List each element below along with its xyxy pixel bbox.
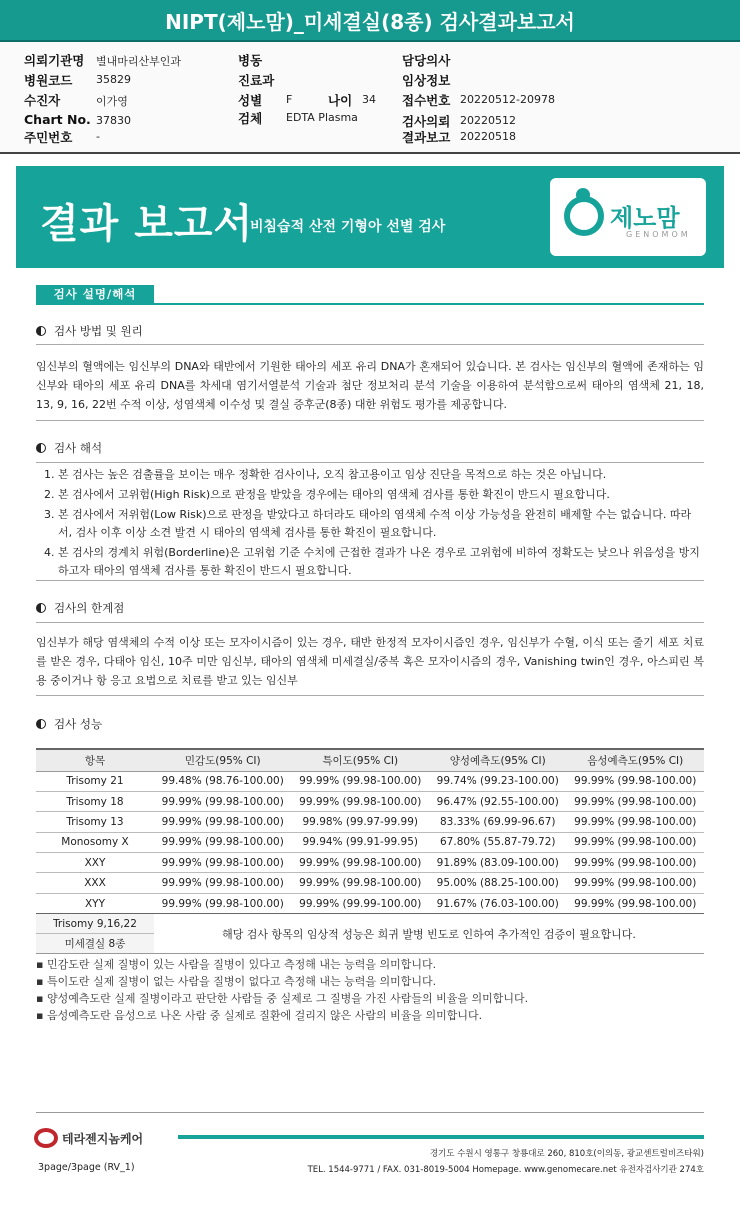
table-cell: 99.99% (99.98-100.00)	[567, 771, 705, 791]
logo-en: GENOMOM	[626, 230, 691, 239]
performance-heading: 검사 성능	[36, 716, 102, 732]
half-circle-icon	[36, 443, 46, 453]
table-cell: 99.99% (99.98-100.00)	[567, 832, 705, 852]
table-cell: 99.99% (99.98-100.00)	[567, 853, 705, 873]
company-logo: 테라젠지놈케어	[34, 1128, 143, 1148]
table-cell: 99.99% (99.98-100.00)	[154, 791, 292, 811]
table-cell: XYY	[36, 893, 154, 913]
chart-label: Chart No.	[24, 112, 91, 127]
half-circle-icon	[36, 603, 46, 613]
half-circle-icon	[36, 719, 46, 729]
column-header: 음성예측도(95% CI)	[567, 749, 705, 771]
table-cell: 91.67% (76.03-100.00)	[429, 893, 567, 913]
column-header: 특이도(95% CI)	[292, 749, 430, 771]
logo-kr: 제노맘	[610, 204, 680, 232]
table-cell: 99.99% (99.98-100.00)	[154, 832, 292, 852]
table-cell: 67.80% (55.87-79.72)	[429, 832, 567, 852]
mother-icon	[564, 196, 604, 236]
ward-label: 병동	[238, 53, 263, 68]
patient-info	[0, 42, 740, 154]
chart-value: 37830	[96, 114, 131, 127]
clinical-label: 임상정보	[402, 73, 451, 88]
table-header-row	[36, 749, 704, 771]
table-cell: 99.99% (99.99-100.00)	[292, 893, 430, 913]
divider	[36, 695, 704, 696]
table-cell: Trisomy 13	[36, 812, 154, 832]
method-text: 임신부의 혈액에는 임신부의 DNA와 태반에서 기원한 태아의 세포 유리 DNA가 혼재되어 있습니다. 본 검사는 임신부의 혈액에 존재하는 임신부와 태아의 세포 유리 DNA를 차세대 염기서열분석 기술과 첨단 정보처리 분석 기술을 이용하여 분석함으로써 태아의 염색체 21, 18, 13, 9, 16, 22번 수적 이상, 성염색체 이수성 및 결실 증후군(8종) 대한 위험도 평가를 제공합니다.	[36, 360, 704, 411]
dept-label: 진료과	[238, 73, 275, 88]
hospital-value: 별내마리산부인과	[96, 55, 182, 68]
section-tab: 검사 설명/해석	[36, 285, 154, 303]
report-banner	[16, 166, 724, 268]
table-cell: 99.99% (99.98-100.00)	[154, 893, 292, 913]
head-icon	[576, 188, 590, 202]
address-line: 경기도 수원시 영통구 창룡대로 260, 810호(이의동, 광교센트럴비즈타워)	[429, 1149, 704, 1159]
table-cell: 99.99% (99.98-100.00)	[154, 812, 292, 832]
table-cell: 99.99% (99.98-100.00)	[292, 771, 430, 791]
table-cell: 미세결실 8종	[36, 934, 154, 954]
table-cell: 99.99% (99.98-100.00)	[154, 873, 292, 893]
sex-label: 성별	[238, 93, 263, 108]
table-cell: Trisomy 9,16,22	[36, 914, 154, 934]
table-row	[36, 791, 704, 811]
divider	[36, 420, 704, 421]
age-value: 34	[362, 93, 376, 106]
list-item: 2. 본 검사에서 고위험(High Risk)으로 판정을 받았을 경우에는 태아의 염색체 검사를 통한 확진이 반드시 필요합니다.	[44, 488, 610, 501]
request-label: 검사의뢰	[402, 114, 451, 129]
limitation-text: 임신부가 해당 염색체의 수적 이상 또는 모자이시즘이 있는 경우, 태반 한정적 모자이시즘인 경우, 임신부가 수혈, 이식 또는 줄기 세포 치료를 받은 경우, 다태아 임신, 10주 미만 임신부, 태아의 염색체 미세결실/중복 혹은 모자이시즘의 경우, Vanishing twin인 경우, 아스피린 복용 중이거나 항 응고 요법으로 치료를 받고 있는 임신부	[36, 636, 704, 687]
age-label: 나이	[328, 93, 353, 108]
table-row	[36, 832, 704, 852]
footer-accent-bar	[178, 1135, 704, 1139]
column-header: 항목	[36, 749, 154, 771]
contact-line: TEL. 1544-9771 / FAX. 031-8019-5004 Homepage. www.genomecare.net 유전자검사기관 274호	[307, 1165, 704, 1175]
interpretation-list	[40, 466, 700, 582]
table-row	[36, 893, 704, 913]
banner-subtitle: 비침습적 산전 기형아 선별 검사	[250, 219, 446, 235]
report-date-value: 20220518	[460, 130, 516, 143]
code-value: 35829	[96, 73, 131, 86]
request-value: 20220512	[460, 114, 516, 127]
divider	[36, 462, 704, 463]
specimen-label: 검체	[238, 111, 263, 126]
divider	[36, 580, 704, 581]
hospital-label: 의뢰기관명	[24, 53, 85, 68]
table-cell: Trisomy 18	[36, 791, 154, 811]
table-cell: 99.99% (99.98-100.00)	[567, 812, 705, 832]
specimen-value: EDTA Plasma	[286, 111, 358, 124]
id-value: -	[96, 130, 100, 143]
table-cell: 99.99% (99.98-100.00)	[292, 791, 430, 811]
patient-value: 이가영	[96, 95, 128, 108]
genomom-logo	[550, 178, 706, 256]
interpretation-heading: 검사 해석	[36, 440, 102, 456]
table-row	[36, 873, 704, 893]
patient-label: 수진자	[24, 93, 61, 108]
note-item: ▪ 민감도란 실제 질병이 있는 사람을 질병이 있다고 측정해 내는 능력을 의미합니다.	[36, 958, 437, 971]
table-cell: 99.99% (99.98-100.00)	[567, 873, 705, 893]
table-cell: 99.74% (99.23-100.00)	[429, 771, 567, 791]
list-item: 1. 본 검사는 높은 검출률을 보이는 매우 정확한 검사이나, 오직 참고용이고 임상 진단을 목적으로 하는 것은 아닙니다.	[44, 468, 607, 481]
table-cell: 99.99% (99.98-100.00)	[567, 893, 705, 913]
table-cell: 91.89% (83.09-100.00)	[429, 853, 567, 873]
list-item: 3. 본 검사에서 저위험(Low Risk)으로 판정을 받았다고 하더라도 태아의 염색체 수적 이상 가능성을 완전히 배제할 수는 없습니다. 따라서, 검사 이후 이상 소견 발견 시 태아의 염색체 검사를 통한 확진이 필요합니다.	[44, 508, 692, 539]
limitation-heading: 검사의 한계점	[36, 600, 124, 616]
half-circle-icon	[36, 326, 46, 336]
table-cell: 96.47% (92.55-100.00)	[429, 791, 567, 811]
reception-label: 접수번호	[402, 93, 451, 108]
table-cell: 99.99% (99.98-100.00)	[154, 853, 292, 873]
doctor-label: 담당의사	[402, 53, 451, 68]
footer-address	[308, 1146, 704, 1178]
sex-value: F	[286, 93, 293, 106]
table-cell: 99.99% (99.98-100.00)	[567, 791, 705, 811]
note-item: ▪ 양성예측도란 실제 질병이라고 판단한 사람들 중 실제로 그 질병을 가진 사람들의 비율을 의미합니다.	[36, 992, 529, 1005]
report-title: NIPT(제노맘)_미세결실(8종) 검사결과보고서	[0, 0, 740, 42]
table-cell: 99.48% (98.76-100.00)	[154, 771, 292, 791]
code-label: 병원코드	[24, 73, 73, 88]
table-cell: 83.33% (69.99-96.67)	[429, 812, 567, 832]
table-cell: XXX	[36, 873, 154, 893]
table-cell: Trisomy 21	[36, 771, 154, 791]
reception-value: 20220512-20978	[460, 93, 555, 106]
table-cell: Monosomy X	[36, 832, 154, 852]
table-cell: 99.99% (99.98-100.00)	[292, 853, 430, 873]
divider	[36, 344, 704, 345]
table-cell: 해당 검사 항목의 임상적 성능은 희귀 발병 빈도로 인하여 추가적인 검증이 필요합니다.	[154, 914, 704, 954]
page-number: 3page/3page (RV_1)	[38, 1162, 135, 1173]
footer-divider	[36, 1112, 704, 1113]
method-heading: 검사 방법 및 원리	[36, 323, 143, 339]
company-g-icon	[34, 1128, 58, 1148]
table-row	[36, 914, 704, 934]
table-cell: 95.00% (88.25-100.00)	[429, 873, 567, 893]
note-item: ▪ 음성예측도란 음성으로 나온 사람 중 실제로 질환에 걸리지 않은 사람의 비율을 의미합니다.	[36, 1009, 483, 1022]
table-row	[36, 771, 704, 791]
note-item: ▪ 특이도란 실제 질병이 없는 사람을 질병이 없다고 측정해 내는 능력을 의미합니다.	[36, 975, 437, 988]
divider	[36, 622, 704, 623]
banner-title: 결과 보고서	[40, 201, 254, 247]
table-row	[36, 812, 704, 832]
id-label: 주민번호	[24, 130, 73, 145]
list-item: 4. 본 검사의 경계치 위험(Borderline)은 고위험 기준 수치에 근접한 결과가 나온 경우로 고위험에 비하여 정확도는 낮으나 위음성을 방지하고자 태아의 염색체 검사를 통한 확진이 반드시 필요합니다.	[44, 546, 700, 577]
column-header: 민감도(95% CI)	[154, 749, 292, 771]
table-cell: XXY	[36, 853, 154, 873]
performance-table	[36, 748, 704, 954]
table-row	[36, 853, 704, 873]
section-divider	[36, 303, 704, 305]
table-cell: 99.94% (99.91-99.95)	[292, 832, 430, 852]
table-cell: 99.99% (99.98-100.00)	[292, 873, 430, 893]
column-header: 양성예측도(95% CI)	[429, 749, 567, 771]
report-date-label: 결과보고	[402, 130, 451, 145]
table-cell: 99.98% (99.97-99.99)	[292, 812, 430, 832]
performance-notes	[36, 956, 528, 1024]
